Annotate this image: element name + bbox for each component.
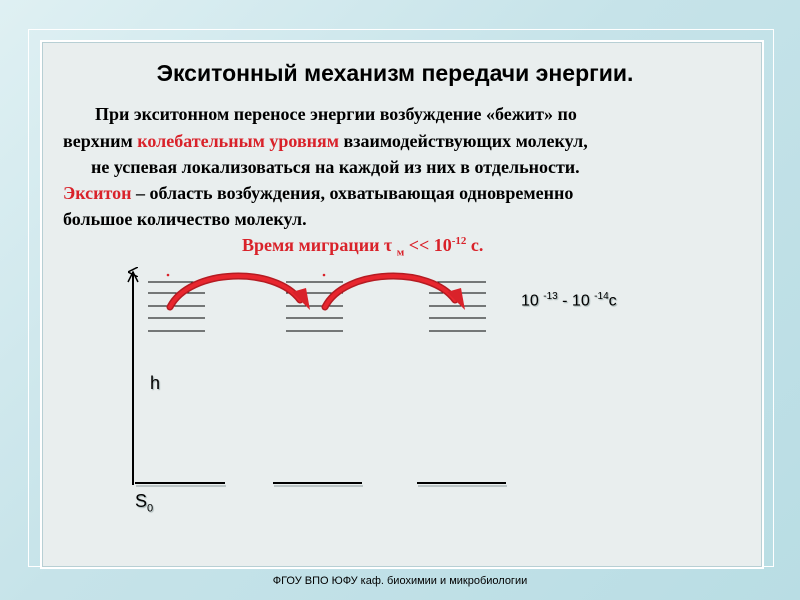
paragraph-line-3: не успевая локализоваться на каждой из них в отдельности. <box>91 157 580 177</box>
vibrational-levels-1 <box>148 282 205 331</box>
migration-range-label <box>521 291 617 310</box>
range-exp-2: -14 <box>594 291 609 302</box>
migration-unit: с. <box>466 235 484 255</box>
migration-arrow-1-shadow <box>170 276 300 307</box>
migration-arrow-2-shadow <box>325 276 455 307</box>
paragraph-line-2-rest: взаимодействующих молекул, <box>339 131 588 151</box>
highlight-exciton: Экситон <box>63 183 132 203</box>
paragraph-line-5: большое количество молекул. <box>63 209 307 229</box>
range-base-1: 10 <box>521 292 544 310</box>
range-mid: - 10 <box>557 292 595 310</box>
s0-sub: 0 <box>147 502 154 515</box>
migration-sub: м <box>396 246 405 259</box>
migration-prefix: Время миграции τ <box>242 235 397 255</box>
excitation-dot-1 <box>167 274 170 277</box>
axis-h-label: h <box>150 373 161 393</box>
paragraph-line-2-text: верхним <box>63 131 138 151</box>
footer-text: ФГОУ ВПО ЮФУ каф. биохимии и микробиологии <box>272 575 528 587</box>
paragraph-line-1: При экситонном переносе энергии возбуждение «бежит» по <box>95 104 577 124</box>
ground-state-label <box>135 491 153 515</box>
migration-middle: << 10 <box>404 235 452 255</box>
s0-base: S <box>135 491 148 511</box>
range-exp-1: -13 <box>543 291 558 302</box>
slide-title: Экситонный механизм передачи энергии. <box>156 60 634 86</box>
migration-exp: -12 <box>451 235 467 247</box>
paragraph-line-4-rest: – область возбуждения, охватывающая одновременно <box>131 183 574 203</box>
highlight-vibrational-levels: колебательным уровням <box>137 131 340 151</box>
range-unit: c <box>608 292 617 310</box>
excitation-dot-2 <box>323 274 326 277</box>
